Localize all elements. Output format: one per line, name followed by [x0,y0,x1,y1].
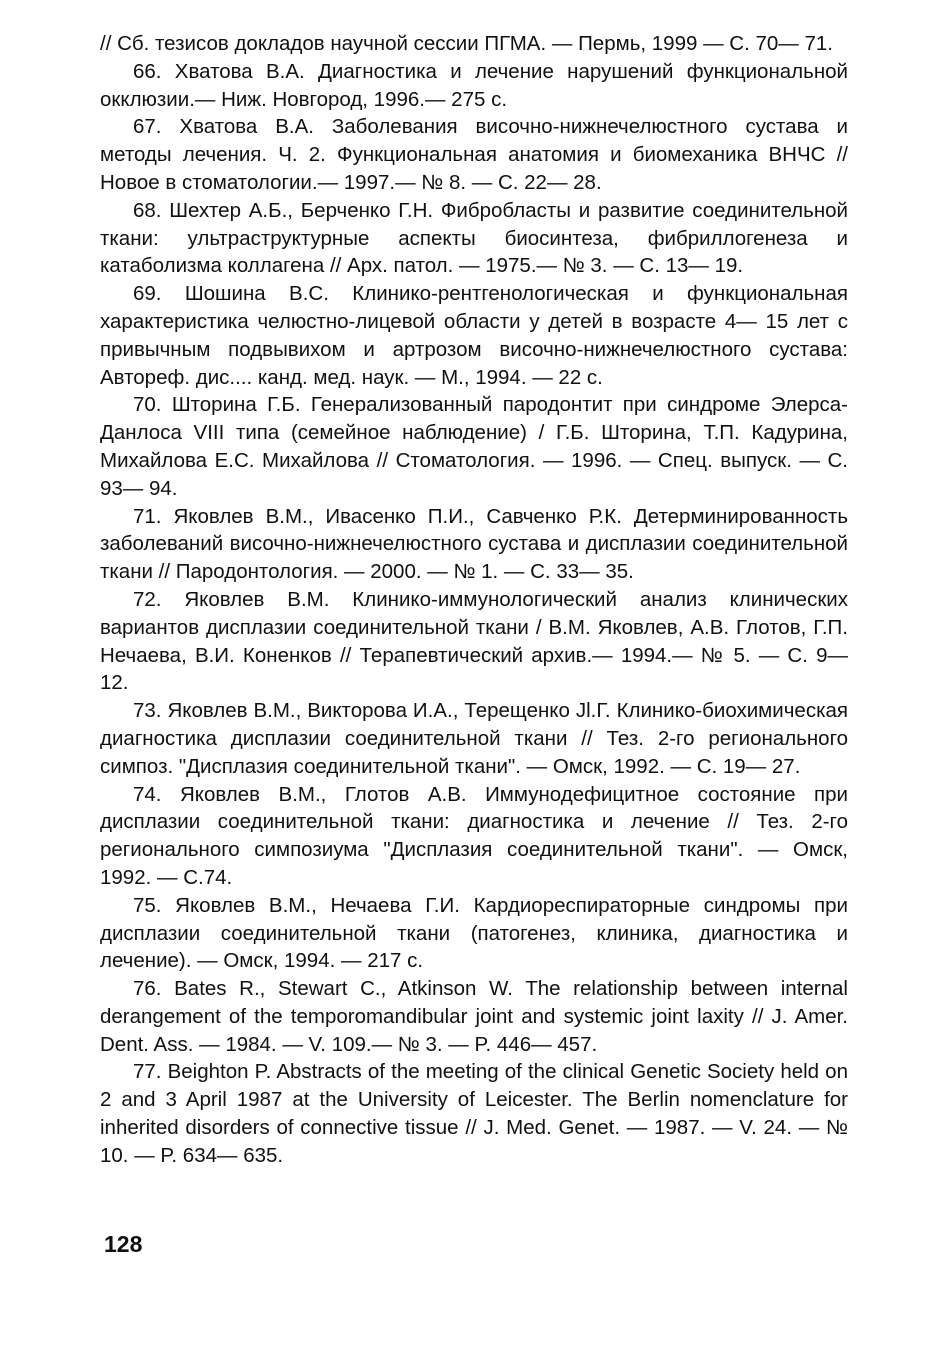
reference-66: 66. Хватова В.А. Диагностика и лечение нарушений функциональной окклюзии.— Ниж. Новгород, 1996.— 275 с. [100,59,848,111]
reference-72: 72. Яковлев В.М. Клинико-иммунологический анализ клинических вариантов дисплазии соединительной ткани / В.М. Яковлев, А.В. Глотов, Г.П. Нечаева, В.И. Коненков // Терапевтический архив.— 1994.— № 5. — С. 9— 12. [100,587,848,695]
reference-76: 76. Bates R., Stewart C., Atkinson W. The relationship between internal derangement of the temporomandibular joint and systemic joint laxity // J. Amer. Dent. Ass. — 1984. — V. 109.— № 3. — P. 446— 457. [100,977,848,1056]
reference-77: 77. Beighton P. Abstracts of the meeting of the clinical Genetic Society held on 2 and 3 April 1987 at the University of Leicester. The Berlin nomenclature for inherited disorders of connective tissue // J. Med. Genet. — 1987. — V. 24. — № 10. — P. 634— 635. [100,1060,848,1167]
bibliography-list [100,30,848,1170]
reference-continuation: // Сб. тезисов докладов научной сессии ПГМА. — Пермь, 1999 — С. 70— 71. [100,32,833,55]
reference-75: 75. Яковлев В.М., Нечаева Г.И. Кардиореспираторные синдромы при дисплазии соединительной ткани (патогенез, клиника, диагностика и лечение). — Омск, 1994. — 217 с. [100,893,848,973]
reference-70: 70. Шторина Г.Б. Генерализованный пародонтит при синдроме Элерса-Данлоса VIII типа (семейное наблюдение) / Г.Б. Шторина, Т.П. Кадурина, Михайлова Е.С. Михайлова // Стоматология. — 1996. — Спец. выпуск. — С. 93— 94. [100,393,848,500]
reference-71: 71. Яковлев В.М., Ивасенко П.И., Савченко Р.К. Детерминированность заболеваний височно-нижнечелюстного сустава и дисплазии соединительной ткани // Пародонтология. — 2000. — № 1. — С. 33— 35. [100,504,848,584]
page-number: 128 [104,1231,143,1257]
reference-73: 73. Яковлев В.М., Викторова И.А., Терещенко Jl.Г. Клинико-биохимическая диагностика дисплазии соединительной ткани // Тез. 2-го регионального симпоз. "Дисплазия соединительной ткани". — Омск, 1992. — С. 19— 27. [100,699,848,778]
reference-69: 69. Шошина В.С. Клинико-рентгенологическая и функциональная характеристика челюстно-лицевой области у детей в возрасте 4— 15 лет с привычным подвывихом и артрозом височно-нижнечелюстного сустава: Автореф. дис.... канд. мед. наук. — М., 1994. — 22 с. [100,282,848,389]
reference-68: 68. Шехтер А.Б., Берченко Г.Н. Фибробласты и развитие соединительной ткани: ультраструктурные аспекты биосинтеза, фибриллогенеза и катаболизма коллагена // Арх. патол. — 1975.— № 3. — С. 13— 19. [100,198,848,278]
reference-67: 67. Хватова В.А. Заболевания височно-нижнечелюстного сустава и методы лечения. Ч. 2. Функциональная анатомия и биомеханика ВНЧС // Новое в стоматологии.— 1997.— № 8. — С. 22— 28. [100,115,848,194]
reference-74: 74. Яковлев В.М., Глотов А.В. Иммунодефицитное состояние при дисплазии соединительной ткани: диагностика и лечение // Тез. 2-го регионального симпозиума "Дисплазия соединительной ткани". — Омск, 1992. — С.74. [100,782,848,889]
